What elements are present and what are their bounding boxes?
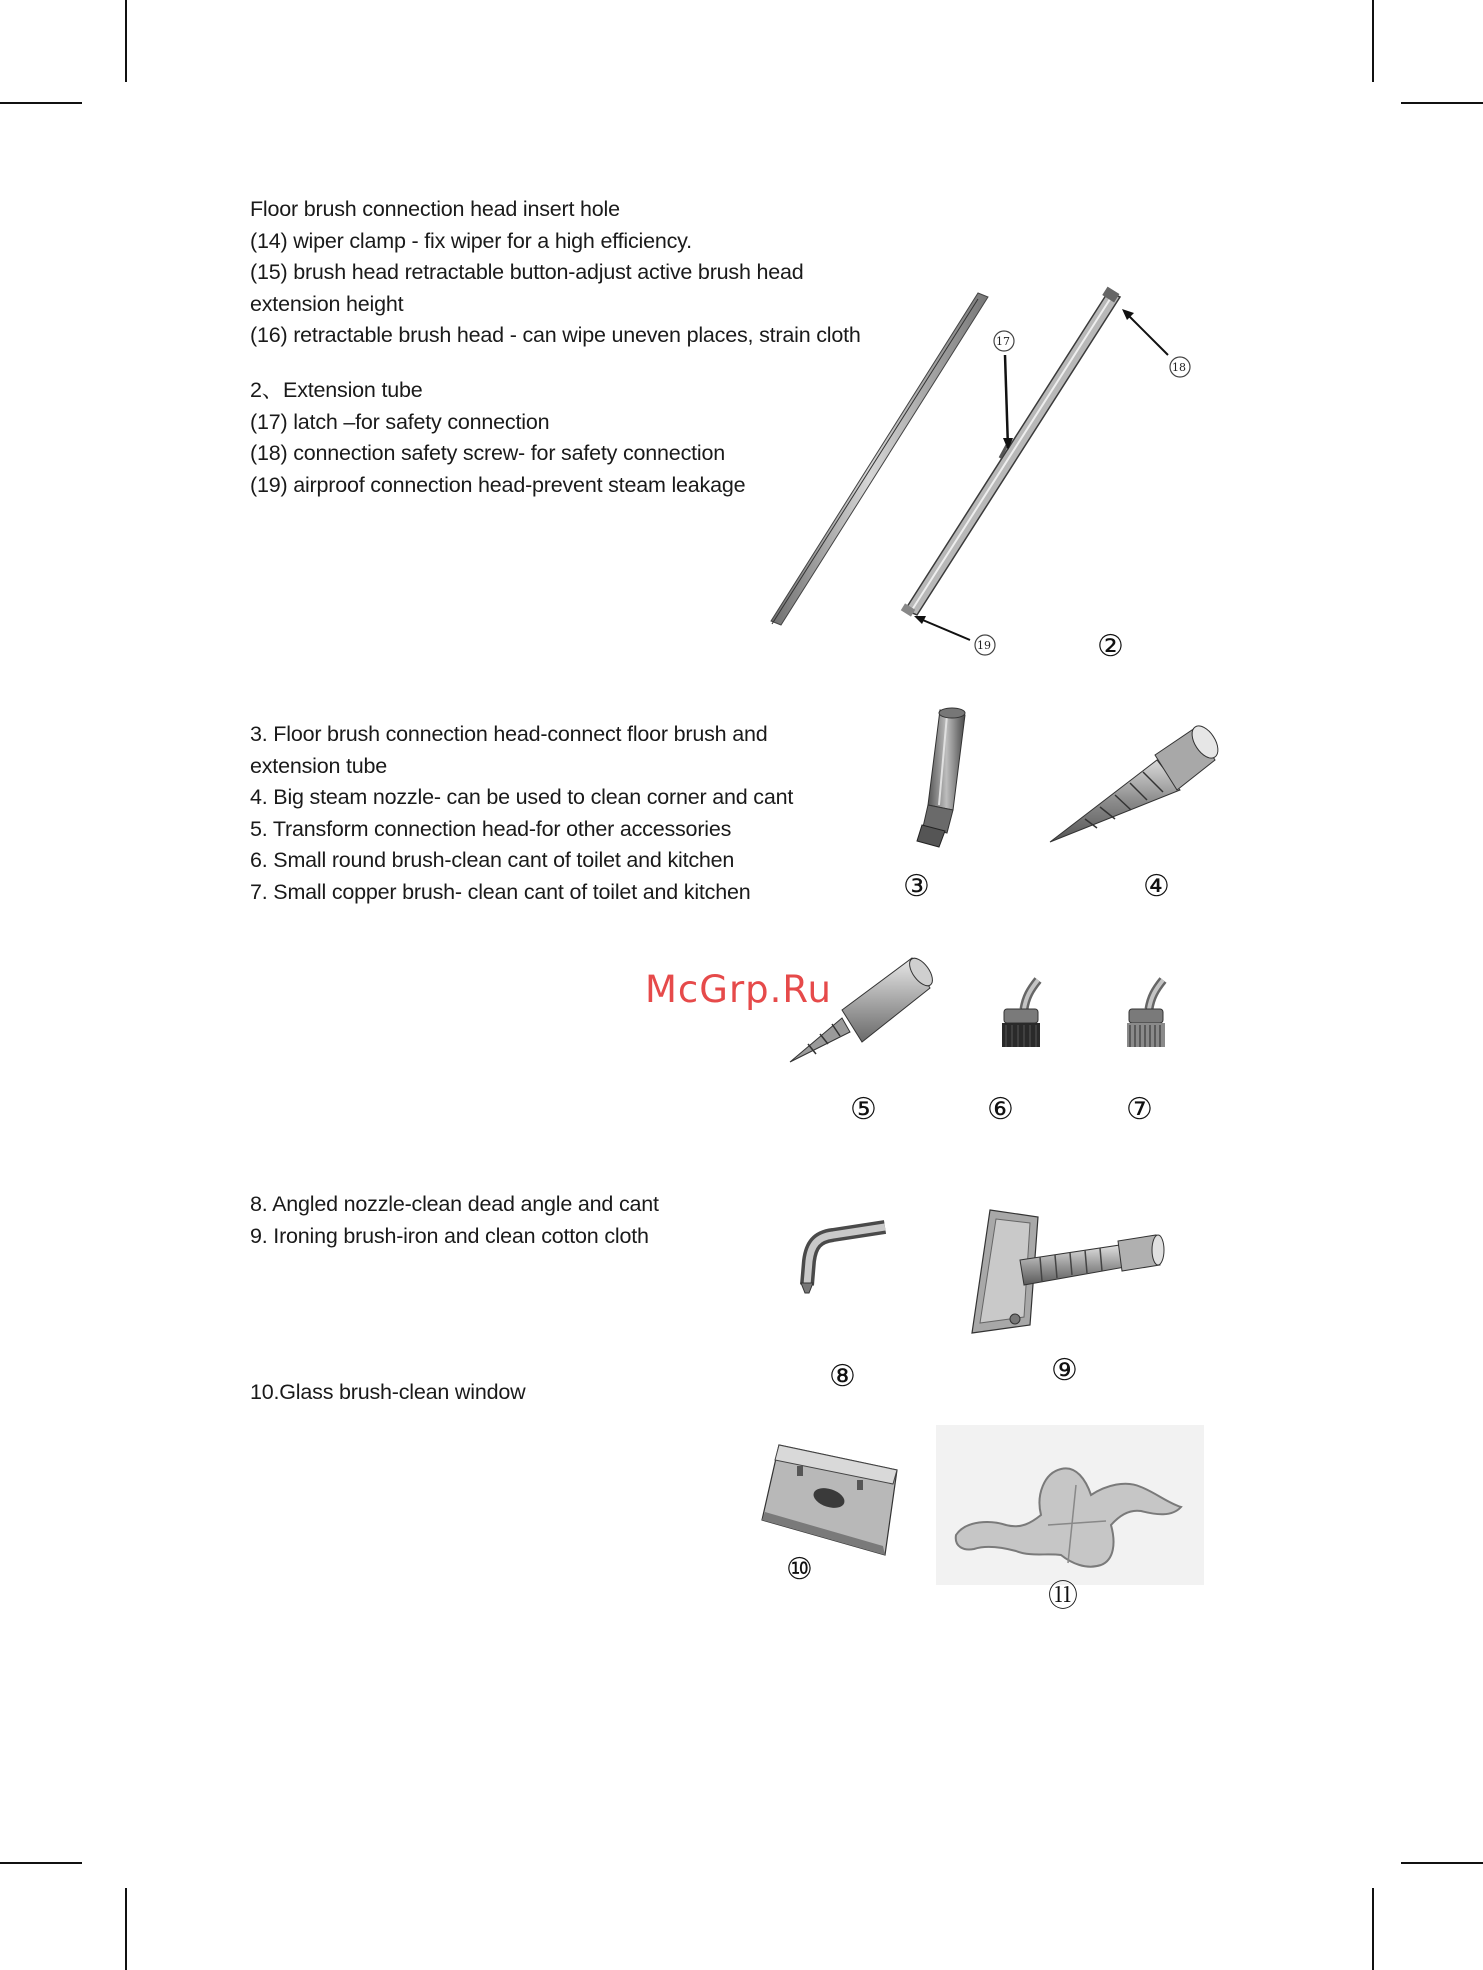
text-line: 7. Small copper brush- clean cant of toilet and kitchen	[250, 879, 751, 904]
figure-number-5: ⑤	[850, 1092, 877, 1127]
copper-brush-illustration	[1115, 975, 1175, 1055]
cloth-pad-illustration	[936, 1425, 1204, 1585]
text-line: 10.Glass brush-clean window	[250, 1380, 526, 1404]
round-brush-illustration	[990, 975, 1050, 1055]
text-line: 9. Ironing brush-iron and clean cotton cloth	[250, 1223, 649, 1248]
text-line: 8. Angled nozzle-clean dead angle and cant	[250, 1192, 659, 1216]
figure-number-10: ⑩	[786, 1552, 813, 1587]
watermark: McGrp.Ru	[645, 968, 832, 1011]
text-line: Floor brush connection head insert hole	[250, 197, 620, 221]
connection-head-illustration	[895, 705, 975, 855]
callout-18: 18	[1172, 361, 1186, 374]
text-line: (17) latch –for safety connection	[250, 409, 550, 434]
text-line: 3. Floor brush connection head-connect floor brush and	[250, 722, 768, 746]
text-line: (16) retractable brush head - can wipe uneven places, strain cloth	[250, 323, 861, 347]
angled-nozzle-illustration	[795, 1215, 895, 1295]
text-line: 6. Small round brush-clean cant of toilet and kitchen	[250, 848, 735, 872]
figure-number-9: ⑨	[1051, 1353, 1078, 1388]
figure-number-4: ④	[1143, 869, 1170, 904]
text-line: (15) brush head retractable button-adjust active brush head	[250, 260, 804, 284]
callout-19: 19	[977, 639, 991, 652]
text-line: (19) airproof connection head-prevent steam leakage	[250, 472, 746, 497]
text-line: extension tube	[250, 753, 388, 778]
text-line: (18) connection safety screw- for safety connection	[250, 441, 725, 465]
figure-number-6: ⑥	[987, 1092, 1014, 1127]
figure-number-11: ⑪	[1048, 1579, 1078, 1614]
text-line: 5. Transform connection head-for other accessories	[250, 816, 732, 841]
figure-number-3: ③	[903, 869, 930, 904]
text-line: extension height	[250, 291, 404, 316]
callout-17: 17	[996, 335, 1010, 348]
ironing-brush-illustration	[960, 1205, 1170, 1340]
section-heading: 2、Extension tube	[250, 378, 423, 402]
text-line: 4. Big steam nozzle- can be used to clean corner and cant	[250, 785, 794, 809]
steam-nozzle-illustration	[1045, 720, 1225, 850]
glass-brush-illustration	[757, 1440, 917, 1560]
figure-number-8: ⑧	[829, 1359, 856, 1394]
text-line: (14) wiper clamp - fix wiper for a high efficiency.	[250, 228, 692, 253]
figure-number-7: ⑦	[1126, 1092, 1153, 1127]
figure-number-2: ②	[1097, 629, 1124, 664]
